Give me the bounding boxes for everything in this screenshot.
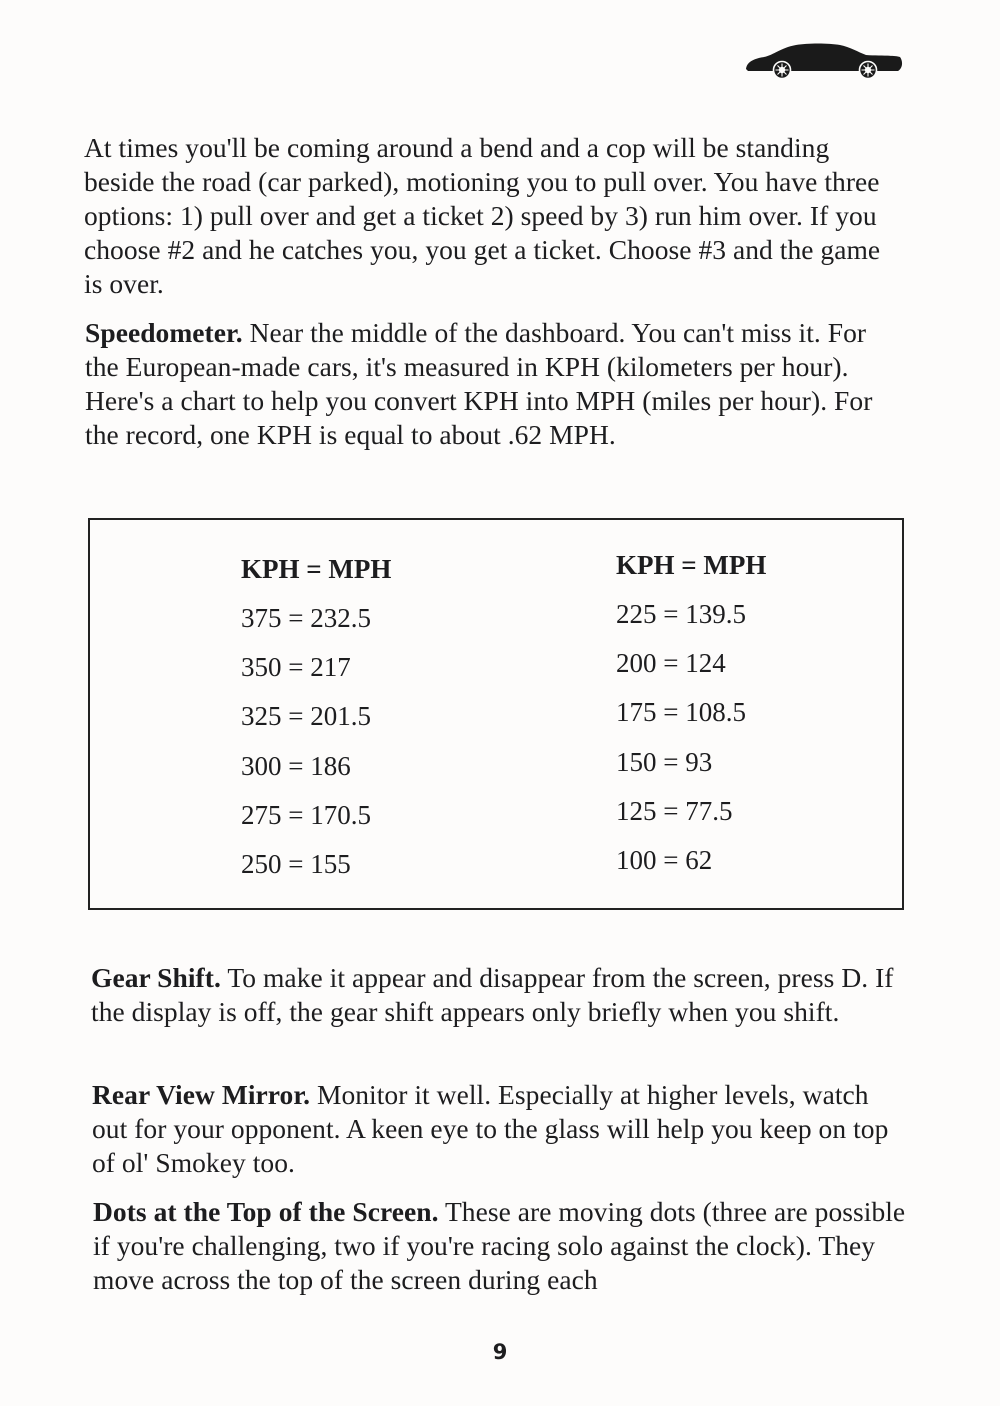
conversion-row: 275 = 170.5: [241, 799, 371, 830]
page-number: 9: [492, 1340, 508, 1364]
paragraph-rear-view-mirror: [92, 1078, 904, 1180]
conversion-row: 200 = 124: [616, 648, 726, 679]
conversion-row: 300 = 186: [241, 750, 351, 781]
heading-gear-shift: Gear Shift.: [91, 962, 221, 993]
paragraph-dots-top-of-screen: [93, 1195, 913, 1297]
conversion-row: 250 = 155: [241, 848, 351, 879]
heading-dots-top-of-screen: Dots at the Top of the Screen.: [93, 1196, 439, 1227]
conversion-row: 350 = 217: [241, 652, 351, 683]
heading-speedometer: Speedometer.: [85, 317, 243, 348]
paragraph-speedometer: [85, 316, 897, 452]
paragraph-cop-options: At times you'll be coming around a bend and a cop will be standing beside the road (car parked), motioning you to pull over. You have three options: 1) pull over and get a ticket 2) speed by 3) run him over. If you choose #2 and he catches you, you get a ticket. Choose #3 and the game is over.: [84, 132, 881, 299]
conversion-column-left: [241, 552, 391, 896]
conversion-row: 225 = 139.5: [616, 599, 746, 629]
conversion-row: 125 = 77.5: [616, 795, 733, 826]
heading-rear-view-mirror: Rear View Mirror.: [92, 1079, 310, 1110]
text-gear-shift: To make it appear and disappear from the screen, press D. If the display is off, the gear shift appears only briefly when you shift.: [91, 962, 894, 1027]
paragraph-gear-shift: [91, 961, 903, 1029]
text-speedometer: Near the middle of the dashboard. You can't miss it. For the European-made cars, it's measured in KPH (kilometers per hour). Here's a chart to help you convert KPH into MPH (miles per hour). For the record, one KPH is equal to about .62 MPH.: [85, 317, 873, 450]
conversion-column-right: [616, 548, 766, 892]
kph-mph-conversion-table: [88, 518, 904, 910]
text-dots-top-of-screen: These are moving dots (three are possible if you're challenging, two if you're racing solo against the clock). They move across the top of the screen during each: [93, 1196, 906, 1295]
conversion-row: 375 = 232.5: [241, 603, 371, 633]
conversion-row: 175 = 108.5: [616, 697, 746, 728]
column-header: KPH = MPH: [616, 550, 767, 580]
conversion-row: 325 = 201.5: [241, 701, 371, 732]
column-header: KPH = MPH: [241, 554, 392, 584]
race-car-icon: [744, 40, 904, 80]
conversion-row: 100 = 62: [616, 844, 713, 875]
text-rear-view-mirror: Monitor it well. Especially at higher levels, watch out for your opponent. A keen eye to the glass will help you keep on top of ol' Smokey too.: [92, 1079, 889, 1178]
conversion-row: 150 = 93: [616, 746, 713, 777]
